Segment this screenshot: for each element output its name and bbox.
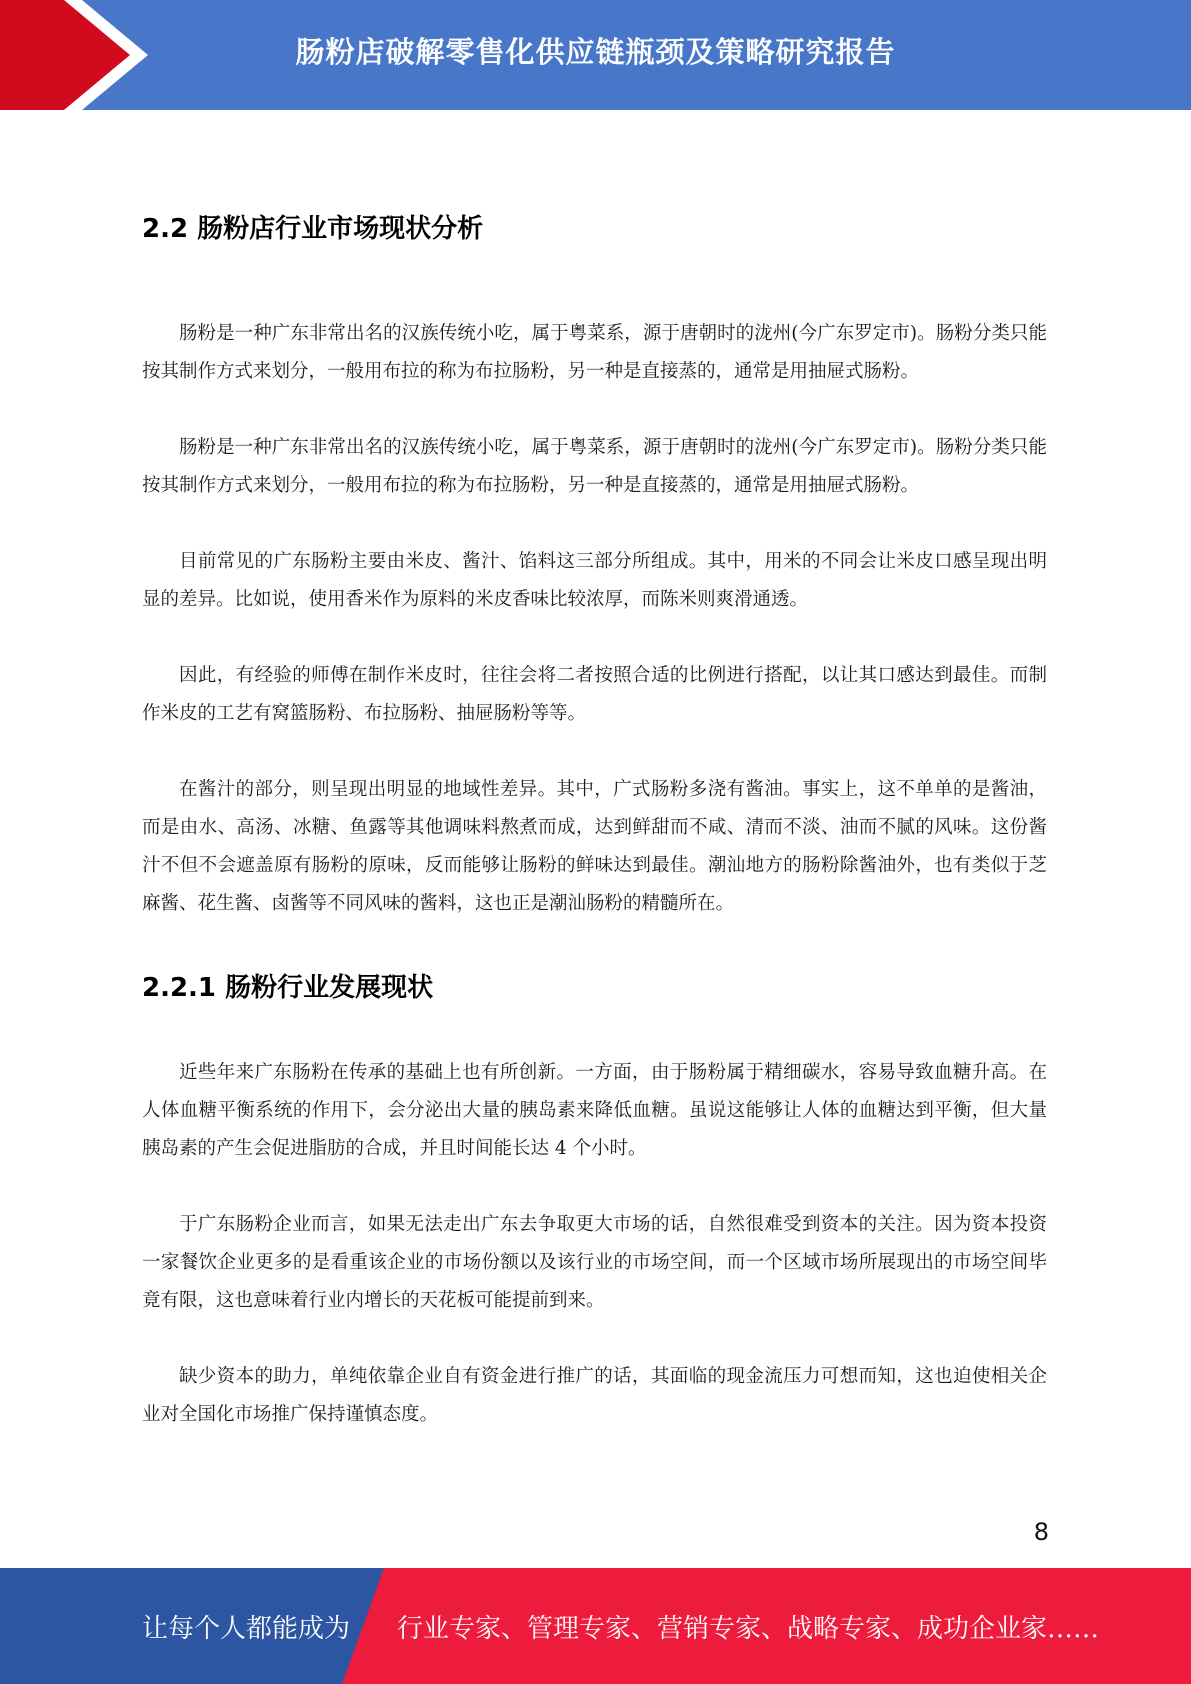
body-paragraph: 目前常见的广东肠粉主要由米皮、酱汁、馅料这三部分所组成。其中，用米的不同会让米皮口感呈现出明显的差异。比如说，使用香米作为原料的米皮香味比较浓厚，而陈米则爽滑通透。 — [142, 551, 1047, 610]
subsection-heading: 2.2.1 肠粉行业发展现状 — [142, 973, 434, 1003]
page-number: 8 — [1033, 1518, 1049, 1546]
document-body — [142, 208, 1047, 1434]
body-paragraph: 缺少资本的助力，单纯依靠企业自有资金进行推广的话，其面临的现金流压力可想而知，这也迫使相关企业对全国化市场推广保持谨慎态度。 — [142, 1366, 1047, 1425]
section-heading: 2.2 肠粉店行业市场现状分析 — [142, 214, 484, 244]
body-paragraph: 肠粉是一种广东非常出名的汉族传统小吃，属于粤菜系，源于唐朝时的泷州(今广东罗定市)。肠粉分类只能按其制作方式来划分，一般用布拉的称为布拉肠粉，另一种是直接蒸的，通常是用抽屉式肠粉。 — [142, 323, 1047, 382]
body-paragraph: 近些年来广东肠粉在传承的基础上也有所创新。一方面，由于肠粉属于精细碳水，容易导致血糖升高。在人体血糖平衡系统的作用下，会分泌出大量的胰岛素来降低血糖。虽说这能够让人体的血糖达到平衡，但大量胰岛素的产生会促进脂肪的合成，并且时间能长达 4 个小时。 — [142, 1062, 1047, 1159]
footer-slogan-right: 行业专家、管理专家、营销专家、战略专家、成功企业家…… — [397, 1613, 1100, 1644]
body-paragraph: 于广东肠粉企业而言，如果无法走出广东去争取更大市场的话，自然很难受到资本的关注。因为资本投资一家餐饮企业更多的是看重该企业的市场份额以及该行业的市场空间，而一个区域市场所展现出的市场空间毕竟有限，这也意味着行业内增长的天花板可能提前到来。 — [142, 1214, 1047, 1311]
body-paragraph: 因此，有经验的师傅在制作米皮时，往往会将二者按照合适的比例进行搭配，以让其口感达到最佳。而制作米皮的工艺有窝篮肠粉、布拉肠粉、抽屉肠粉等等。 — [142, 665, 1047, 724]
footer-slogan-left: 让每个人都能成为 — [142, 1613, 351, 1644]
report-title: 肠粉店破解零售化供应链瓶颈及策略研究报告 — [295, 34, 896, 69]
page-header — [0, 0, 1191, 110]
body-paragraph: 在酱汁的部分，则呈现出明显的地域性差异。其中，广式肠粉多浇有酱油。事实上，这不单单的是酱油，而是由水、高汤、冰糖、鱼露等其他调味料熬煮而成，达到鲜甜而不咸、清而不淡、油而不腻的风味。这份酱汁不但不会遮盖原有肠粉的原味，反而能够让肠粉的鲜味达到最佳。潮汕地方的肠粉除酱油外，也有类似于芝麻酱、花生酱、卤酱等不同风味的酱料，这也正是潮汕肠粉的精髓所在。 — [142, 779, 1047, 914]
body-paragraph: 肠粉是一种广东非常出名的汉族传统小吃，属于粤菜系，源于唐朝时的泷州(今广东罗定市)。肠粉分类只能按其制作方式来划分，一般用布拉的称为布拉肠粉，另一种是直接蒸的，通常是用抽屉式肠粉。 — [142, 437, 1047, 496]
page-footer — [0, 1568, 1191, 1684]
